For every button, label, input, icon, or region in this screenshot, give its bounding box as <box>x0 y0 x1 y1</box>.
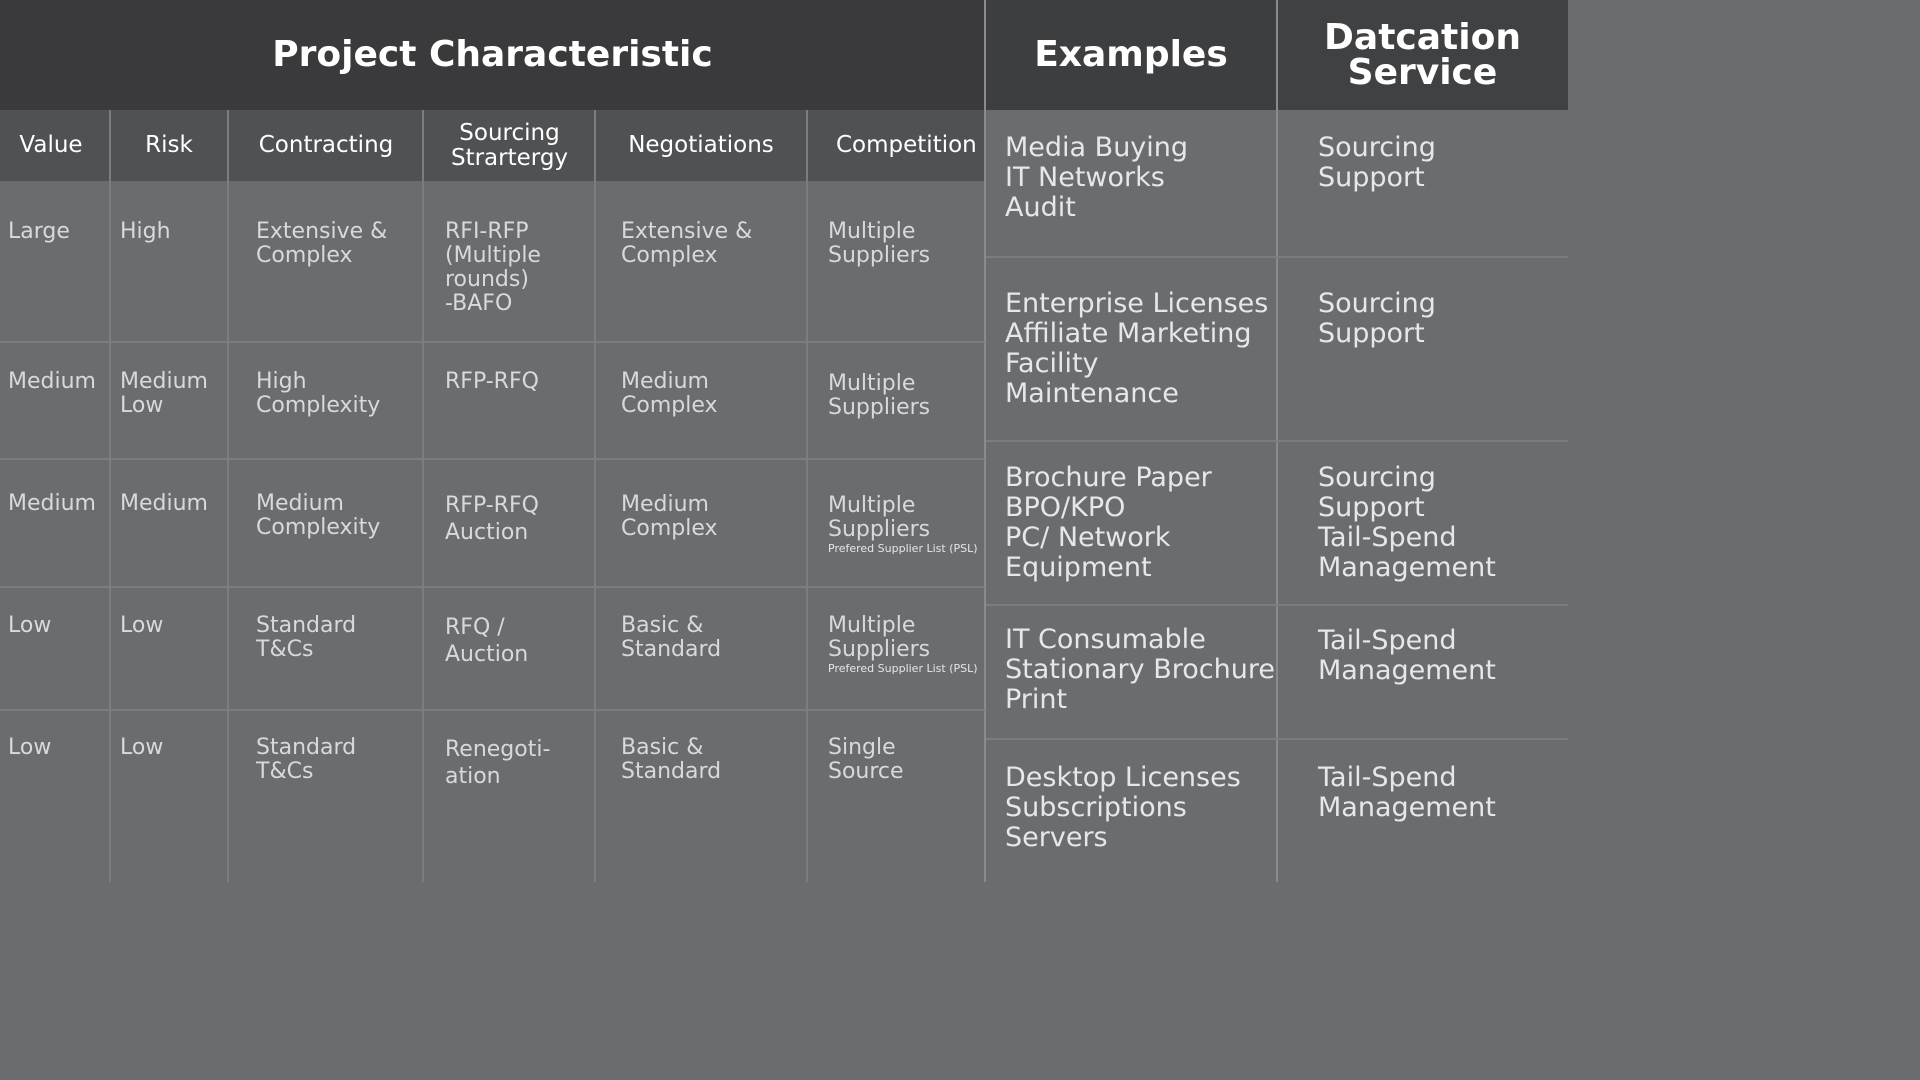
grid-line <box>0 709 985 711</box>
column-header-negotiations: Negotiations <box>628 132 774 158</box>
competition-text: Multiple Suppliers <box>828 371 931 420</box>
column-header-risk: Risk <box>145 132 193 158</box>
cell-contracting: Extensive & Complex <box>256 219 388 268</box>
cell-negotiations: Medium Complex <box>621 369 718 418</box>
grid-line <box>806 110 808 882</box>
cell-competition <box>828 614 978 676</box>
project-characteristic-title: Project Characteristic <box>272 34 713 75</box>
competition-text: Single Source <box>828 735 904 784</box>
cell-negotiations: Extensive & Complex <box>621 219 753 268</box>
grid-line <box>986 440 1568 442</box>
competition-text: Multiple Suppliers <box>828 493 931 542</box>
datacation-service-title: Datcation Service <box>1324 17 1521 93</box>
cell-sourcing: Renegoti- ation <box>445 737 551 789</box>
project-characteristic-header <box>0 0 985 110</box>
cell-value: Low <box>8 613 52 638</box>
examples-cell: Desktop Licenses Subscriptions Servers <box>1005 762 1241 853</box>
cell-value: Medium <box>8 369 96 394</box>
cell-sourcing: RFI-RFP (Multiple rounds) -BAFO <box>445 219 541 316</box>
grid-line <box>594 110 596 882</box>
grid-line <box>986 738 1568 740</box>
cell-negotiations: Basic & Standard <box>621 613 722 662</box>
grid-line <box>986 256 1568 258</box>
cell-value: Medium <box>8 491 96 516</box>
service-cell: Sourcing Support <box>1318 288 1436 349</box>
cell-contracting: High Complexity <box>256 369 381 418</box>
grid-line <box>227 110 229 882</box>
grid-line <box>0 341 985 343</box>
competition-text: Multiple Suppliers <box>828 613 931 662</box>
cell-negotiations: Medium Complex <box>621 492 718 541</box>
competition-note: Prefered Supplier List (PSL) <box>828 662 978 675</box>
examples-cell: IT Consumable Stationary Brochure Print <box>1005 624 1275 715</box>
service-cell: Tail-Spend Management <box>1318 762 1496 823</box>
cell-risk: Low <box>120 735 164 760</box>
cell-negotiations: Basic & Standard <box>621 735 722 784</box>
examples-title: Examples <box>1034 34 1228 75</box>
cell-competition <box>828 220 930 268</box>
cell-risk: Low <box>120 613 164 638</box>
grid-line <box>0 458 985 460</box>
grid-line <box>109 110 111 882</box>
grid-line <box>0 586 985 588</box>
examples-header <box>986 0 1276 110</box>
cell-risk: Medium Low <box>120 369 208 418</box>
grid-line <box>422 110 424 882</box>
examples-cell: Brochure Paper BPO/KPO PC/ Network Equipment <box>1005 462 1212 583</box>
service-cell: Sourcing Support <box>1318 132 1436 193</box>
examples-cell: Media Buying IT Networks Audit <box>1005 132 1189 223</box>
cell-contracting: Standard T&Cs <box>256 735 357 784</box>
cell-competition <box>828 736 904 784</box>
cell-sourcing: RFQ / Auction <box>445 615 529 667</box>
cell-sourcing: RFP-RFQ Auction <box>445 493 539 545</box>
competition-text: Multiple Suppliers <box>828 219 931 268</box>
examples-cell: Enterprise Licenses Affiliate Marketing Facility Maintenance <box>1005 288 1269 409</box>
column-header-competition: Competition <box>836 132 977 158</box>
column-header-sourcing: Sourcing Strartergy <box>450 119 569 171</box>
service-cell: Sourcing Support Tail-Spend Management <box>1318 462 1496 583</box>
competition-note: Prefered Supplier List (PSL) <box>828 542 978 555</box>
cell-contracting: Standard T&Cs <box>256 613 357 662</box>
cell-contracting: Medium Complexity <box>256 491 381 540</box>
cell-value: Large <box>8 219 70 244</box>
service-cell: Tail-Spend Management <box>1318 625 1496 686</box>
cell-competition <box>828 494 978 556</box>
cell-risk: High <box>120 219 171 244</box>
cell-sourcing: RFP-RFQ <box>445 369 539 394</box>
column-header-value: Value <box>19 132 83 158</box>
cell-competition <box>828 372 930 420</box>
cell-value: Low <box>8 735 52 760</box>
column-header-contracting: Contracting <box>258 132 394 158</box>
cell-risk: Medium <box>120 491 208 516</box>
grid-line <box>986 604 1568 606</box>
datacation-service-header <box>1277 0 1568 110</box>
